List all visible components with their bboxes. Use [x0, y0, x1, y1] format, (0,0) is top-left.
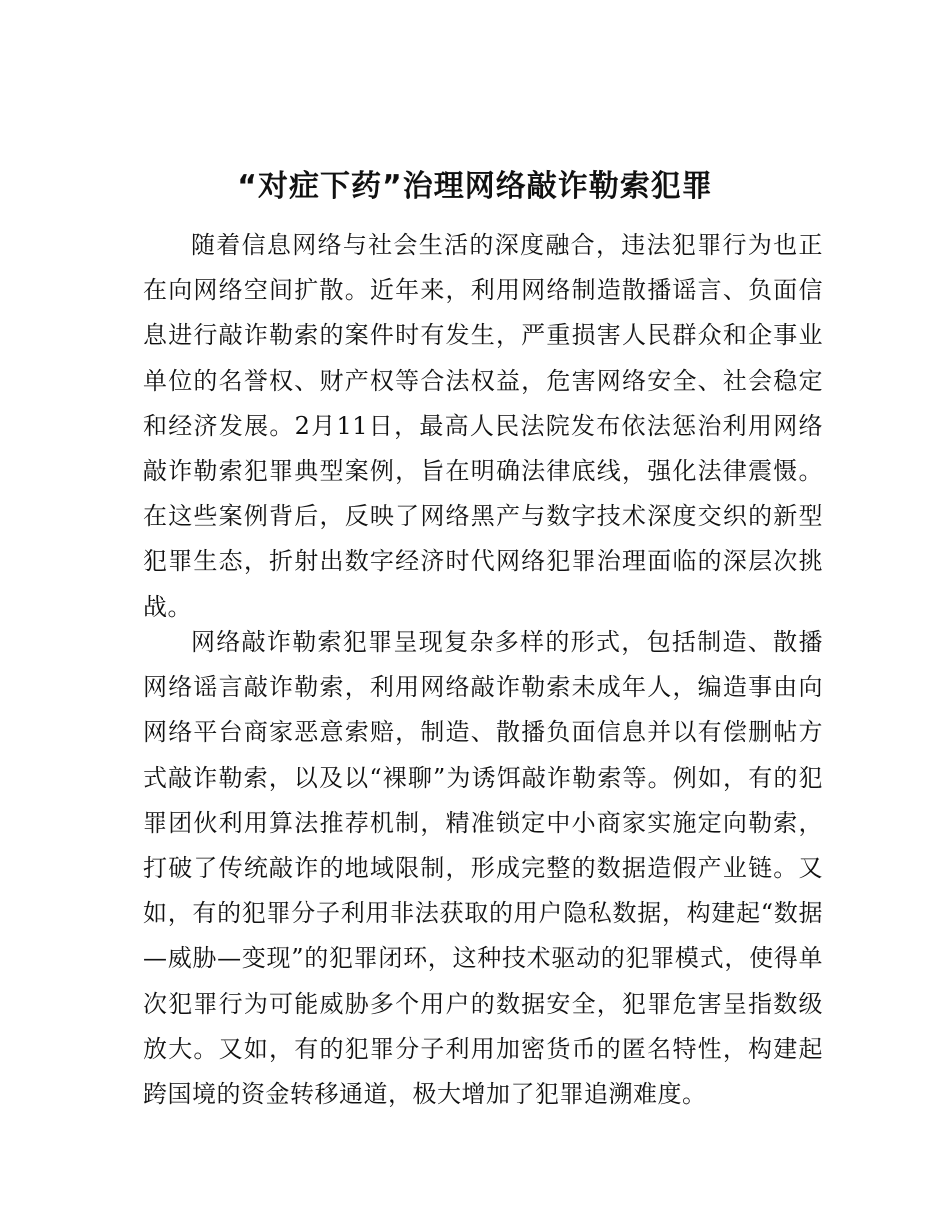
- paragraph-2: 网络敲诈勒索犯罪呈现复杂多样的形式，包括制造、散播网络谣言敲诈勒索，利用网络敲诈勒索未成年人，编造事由向网络平台商家恶意索赔，制造、散播负面信息并以有偿删帖方式敲诈勒索，以及以“裸聊”为诱饵敲诈勒索等。例如，有的犯罪团伙利用算法推荐机制，精准锁定中小商家实施定向勒索，打破了传统敲诈的地域限制，形成完整的数据造假产业链。又如，有的犯罪分子利用非法获取的用户隐私数据，构建起“数据—威胁—变现”的犯罪闭环，这种技术驱动的犯罪模式，使得单次犯罪行为可能威胁多个用户的数据安全，犯罪危害呈指数级放大。又如，有的犯罪分子利用加密货币的匿名特性，构建起跨国境的资金转移通道，极大增加了犯罪追溯难度。: [143, 628, 823, 1109]
- paragraph-1: 随着信息网络与社会生活的深度融合，违法犯罪行为也正在向网络空间扩散。近年来，利用网络制造散播谣言、负面信息进行敲诈勒索的案件时有发生，严重损害人民群众和企事业单位的名誉权、财产权等合法权益，危害网络安全、社会稳定和经济发展。2月11日，最高人民法院发布依法惩治利用网络敲诈勒索犯罪典型案例，旨在明确法律底线，强化法律震慑。在这些案例背后，反映了网络黑产与数字技术深度交织的新型犯罪生态，折射出数字经济时代网络犯罪治理面临的深层次挑战。: [143, 231, 823, 621]
- document-title: “对症下药”治理网络敲诈勒索犯罪: [237, 169, 713, 204]
